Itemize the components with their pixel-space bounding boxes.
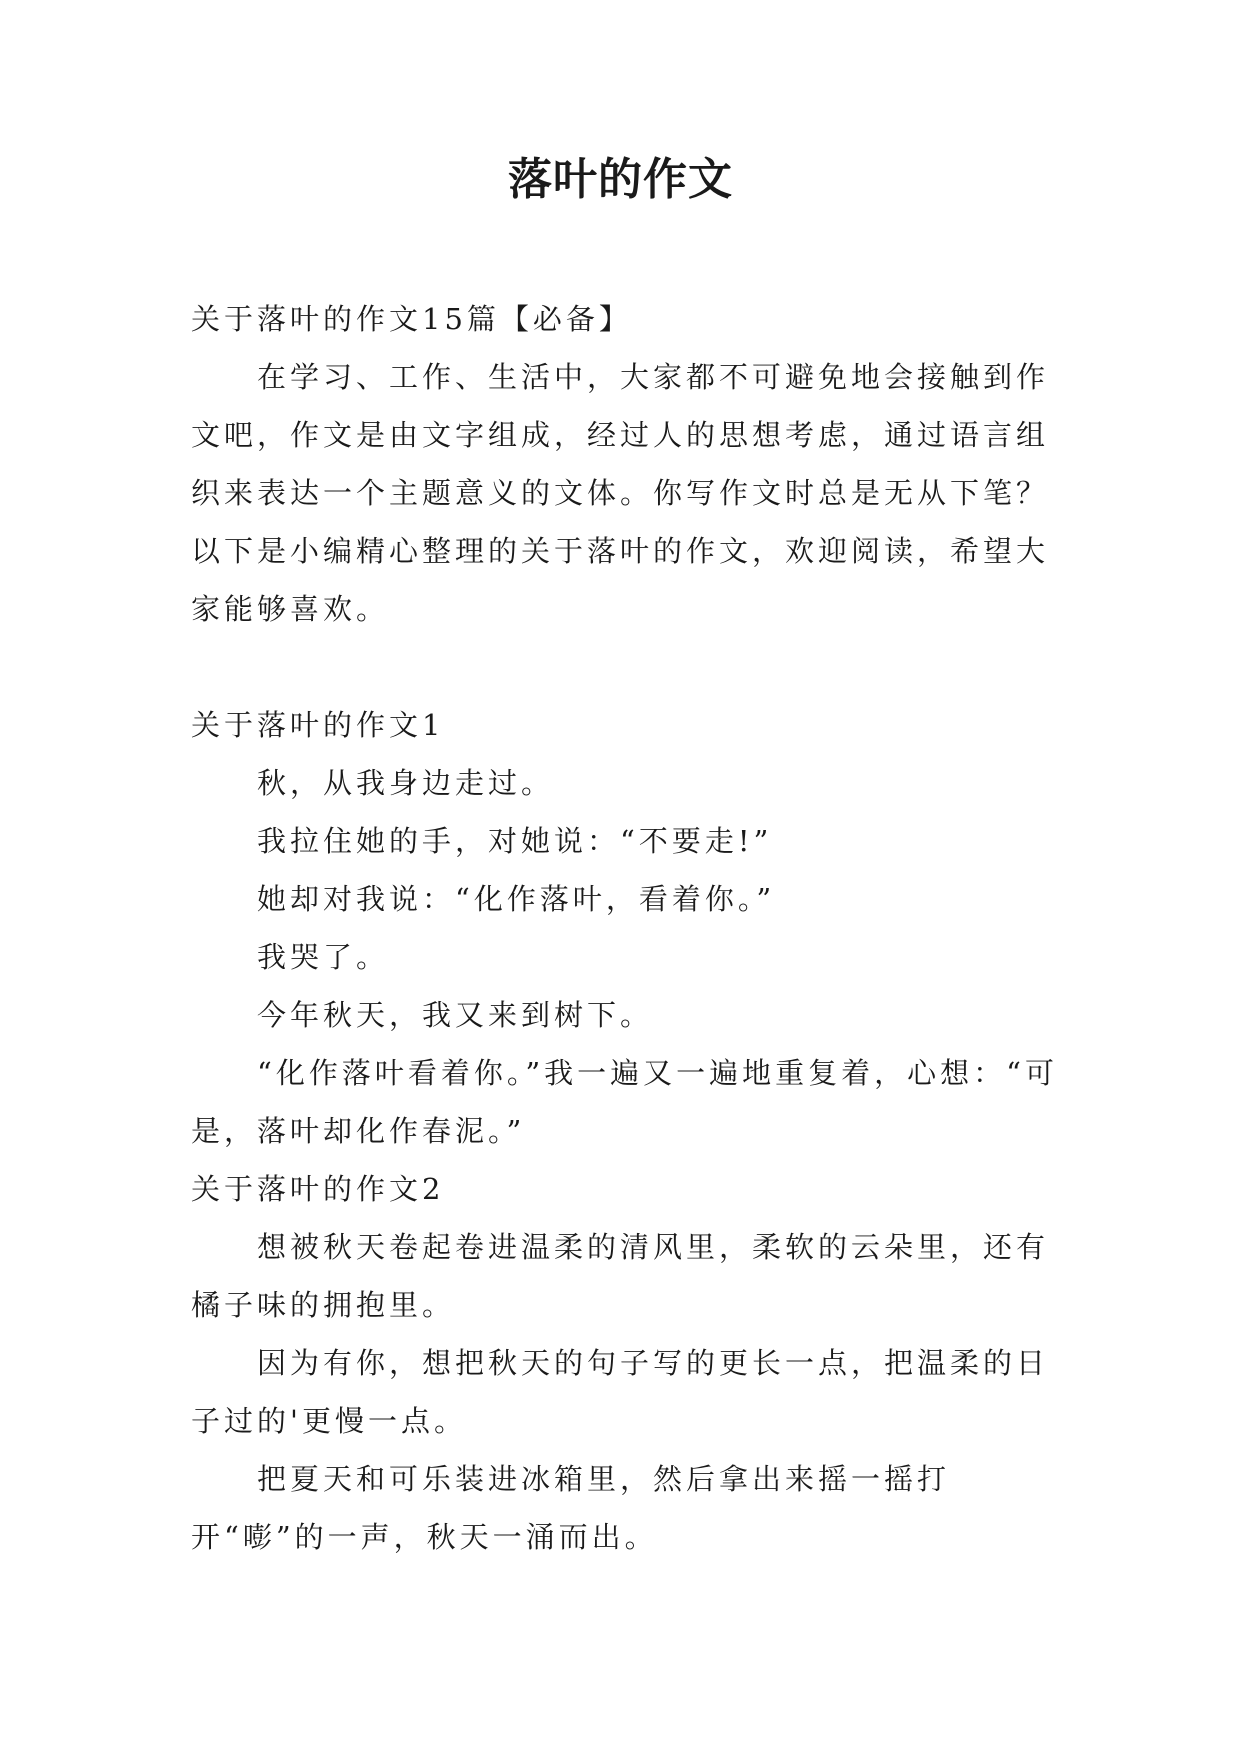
essay-1-paragraph-1: 秋，从我身边走过。 xyxy=(257,766,555,800)
essay-1-heading: 关于落叶的作文1 xyxy=(191,708,445,742)
section-spacer xyxy=(191,638,1061,696)
essay-2-paragraph-1: 想被秋天卷起卷进温柔的清风里，柔软的云朵里，还有橘子味的拥抱里。 xyxy=(191,1230,1050,1322)
essay-1-paragraph-6: “化作落叶看着你。”我一遍又一遍地重复着，心想：“可是，落叶却化作春泥。” xyxy=(191,1056,1058,1148)
essay-2-paragraph-2: 因为有你，想把秋天的句子写的更长一点，把温柔的日子过的'更慢一点。 xyxy=(191,1346,1050,1438)
essay-2-paragraph-3: 把夏天和可乐装进冰箱里，然后拿出来摇一摇打开“嘭”的一声，秋天一涌而出。 xyxy=(191,1462,951,1554)
essay-1-paragraph-4: 我哭了。 xyxy=(257,940,390,974)
intro-paragraph: 在学习、工作、生活中，大家都不可避免地会接触到作文吧，作文是由文字组成，经过人的思想考虑，通过语言组织来表达一个主题意义的文体。你写作文时总是无从下笔？以下是小编精心整理的关于落叶的作文，欢迎阅读，希望大家能够喜欢。 xyxy=(191,360,1050,626)
document-title: 落叶的作文 xyxy=(508,154,733,205)
document-body xyxy=(191,290,1061,1566)
essay-1-paragraph-2: 我拉住她的手，对她说：“不要走!” xyxy=(257,824,773,858)
essay-1-paragraph-3: 她却对我说：“化作落叶，看着你。” xyxy=(257,882,776,916)
essay-1-paragraph-5: 今年秋天，我又来到树下。 xyxy=(257,998,654,1032)
main-heading: 关于落叶的作文15篇【必备】 xyxy=(191,302,632,336)
essay-2-heading: 关于落叶的作文2 xyxy=(191,1172,445,1206)
